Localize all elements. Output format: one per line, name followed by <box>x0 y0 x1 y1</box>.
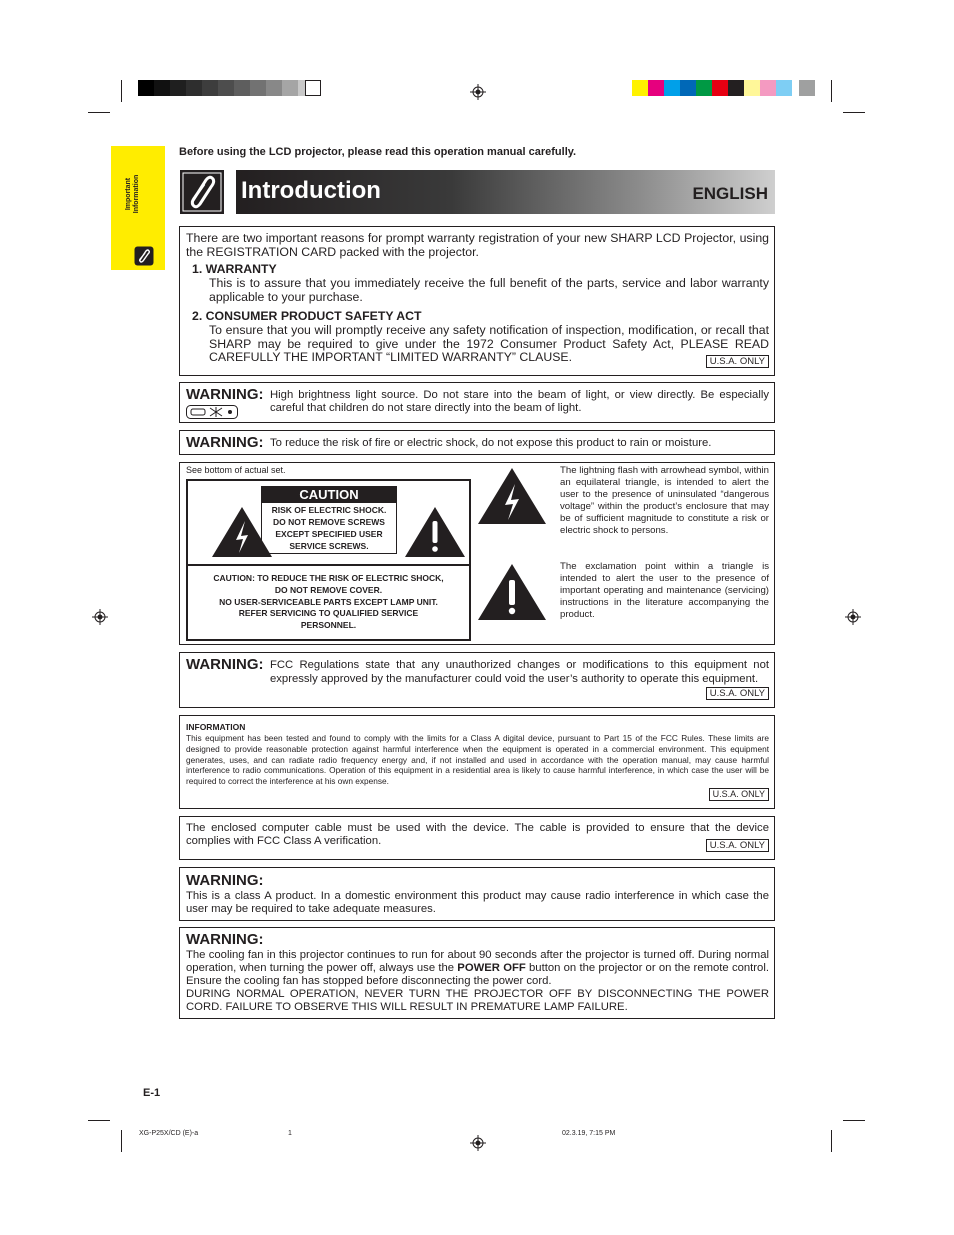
crop-mark <box>843 112 865 113</box>
crop-mark <box>88 112 110 113</box>
crop-mark <box>88 1120 110 1121</box>
exclamation-triangle-icon <box>478 564 546 620</box>
warning-light-text: High brightness light source. Do not stare into the beam of light, or view directly. Be especially careful that children do not stare directly into the beam of light. <box>270 389 769 414</box>
crop-mark <box>843 1120 865 1121</box>
side-tab-label-2: Information <box>133 174 140 214</box>
usa-only-badge: U.S.A. ONLY <box>709 788 769 801</box>
caution-line: EXCEPT SPECIFIED USER <box>275 529 383 539</box>
warranty-item2-text: To ensure that you will promptly receive any safety notification of inspection, modification, or recall that SHARP may be required to give under the 1972 Consumer Product Safety Act, PLEASE READ CAREFULLY THE IMPORTANT “LIMITED WARRANTY” CLAUSE. <box>209 323 769 364</box>
caution-bottom-line: NO USER-SERVICEABLE PARTS EXCEPT LAMP UNIT. <box>219 596 438 607</box>
caution-bottom-line: PERSONNEL. <box>300 620 357 631</box>
warning-light-box <box>179 382 775 423</box>
warning-cooling-fan-text <box>186 949 769 988</box>
power-off-emphasis: POWER OFF <box>457 962 526 975</box>
usa-only-badge: U.S.A. ONLY <box>706 687 769 700</box>
caution-bottom-line: REFER SERVICING TO QUALIFIED SERVICE <box>238 608 419 619</box>
caution-line: DO NOT REMOVE SCREWS <box>273 517 385 527</box>
warning-class-a-box <box>179 867 775 921</box>
see-bottom-note: See bottom of actual set. <box>186 465 286 475</box>
registration-mark-icon <box>470 84 486 100</box>
lightning-description: The lightning flash with arrowhead symbol, within an equilateral triangle, is intended to alert the user to the presence of uninsulated “dangerous voltage” within the product’s enclosure that may be of sufficient magnitude to constitute a risk or electric shock to persons. <box>560 465 769 537</box>
cable-text: The enclosed computer cable must be used with the device. The cable is provided to ensure that the device complies with FCC Class A verification. <box>186 822 769 848</box>
information-title: INFORMATION <box>186 722 246 732</box>
registration-mark-icon <box>470 1135 486 1151</box>
caution-label-panel <box>186 479 471 641</box>
warning-fcc-box <box>179 652 775 708</box>
warning-cooling-fan-box <box>179 927 775 1019</box>
paperclip-icon <box>134 246 154 266</box>
warning-title: WARNING: <box>186 872 264 889</box>
warranty-item1-title: 1. WARRANTY <box>192 262 277 276</box>
warning-class-a-text: This is a class A product. In a domestic environment this product may cause radio interference in which case the user may be required to take adequate measures. <box>186 890 769 916</box>
fan-text-part: The cooling fan in this projector continues to run for about 90 seconds after the projector is turned off. During normal operation, when turning the power off, always use the <box>186 949 769 975</box>
warranty-intro: There are two important reasons for prompt warranty registration of your new SHARP LCD Projector, using the REGISTRATION CARD packed with the projector. <box>186 231 769 259</box>
title-bar <box>236 170 775 214</box>
warning-moisture-box <box>179 430 775 455</box>
page-number: E-1 <box>143 1087 161 1099</box>
caution-bottom-line: CAUTION: TO REDUCE THE RISK OF ELECTRIC SHOCK, <box>213 573 444 583</box>
crop-mark <box>121 1130 122 1152</box>
lightning-triangle-icon <box>478 468 546 524</box>
warning-title: WARNING: <box>186 931 264 948</box>
crop-mark <box>831 1130 832 1152</box>
footer-file: XG-P25X/CD (E)-a <box>139 1130 199 1137</box>
caution-inner-box <box>261 486 397 554</box>
caution-title: CAUTION <box>262 487 396 503</box>
warning-title: WARNING: <box>186 434 264 451</box>
warranty-box <box>179 226 775 376</box>
footer-date: 02.3.19, 7:15 PM <box>562 1130 616 1137</box>
divider <box>186 564 471 566</box>
footer-page: 1 <box>288 1130 292 1137</box>
registration-mark-icon <box>845 609 861 625</box>
do-not-stare-icon <box>186 405 238 419</box>
registration-mark-icon <box>92 609 108 625</box>
caution-section <box>179 462 775 645</box>
warranty-item1-text: This is to assure that you immediately receive the full benefit of the parts, service and labor warranty applicable to your purchase. <box>209 276 769 304</box>
caution-bottom-line: DO NOT REMOVE COVER. <box>274 584 383 595</box>
fan-text-part: button on the projector or on the remote control. Ensure the cooling fan has stopped before disconnecting the power cord. <box>186 962 769 988</box>
caution-line: RISK OF ELECTRIC SHOCK. <box>271 505 387 515</box>
side-tab-label-1: Important <box>125 177 132 211</box>
warning-title: WARNING: <box>186 656 264 673</box>
usa-only-badge: U.S.A. ONLY <box>706 355 769 368</box>
side-tab <box>111 146 165 270</box>
introduction-paperclip-icon <box>180 170 224 214</box>
information-text: This equipment has been tested and found to comply with the limits for a Class A digital device, pursuant to Part 15 of the FCC Rules. These limits are designed to provide reasonable protection against harmful interference when the equipment is operated in a commercial environment. This equipment generates, uses, and can radiate radio frequency energy and, if not installed and used in accordance with the operation manual, may cause harmful interference to radio communications. Operation of this equipment in a residential area is likely to cause harmful interference, in which case the user will be required to correct the interference at his own expense. <box>186 733 769 787</box>
exclamation-triangle-icon <box>405 507 465 557</box>
top-note: Before using the LCD projector, please read this operation manual carefully. <box>179 146 577 158</box>
usa-only-badge: U.S.A. ONLY <box>706 839 769 852</box>
information-box <box>179 715 775 809</box>
caution-line: SERVICE SCREWS. <box>289 541 369 551</box>
warranty-item2-title: 2. CONSUMER PRODUCT SAFETY ACT <box>192 309 422 323</box>
crop-mark <box>831 80 832 102</box>
warning-moisture-text: To reduce the risk of fire or electric shock, do not expose this product to rain or moisture. <box>270 437 712 449</box>
cable-box <box>179 816 775 860</box>
page-title: Introduction <box>241 177 381 204</box>
language-label: ENGLISH <box>692 184 768 203</box>
warning-cooling-fan-caps: DURING NORMAL OPERATION, NEVER TURN THE PROJECTOR OFF BY DISCONNECTING THE POWER CORD. FAILURE TO OBSERVE THIS WILL RESULT IN PREMATURE LAMP FAILURE. <box>186 988 769 1014</box>
warning-fcc-text: FCC Regulations state that any unauthorized changes or modifications to this equipment not expressly approved by the manufacturer could void the user’s authority to operate this equipment. <box>270 659 769 685</box>
crop-mark <box>121 80 122 102</box>
warning-title: WARNING: <box>186 386 264 403</box>
exclamation-description: The exclamation point within a triangle is intended to alert the user to the presence of important operating and maintenance (servicing) instructions in the literature accompanying the product. <box>560 561 769 621</box>
